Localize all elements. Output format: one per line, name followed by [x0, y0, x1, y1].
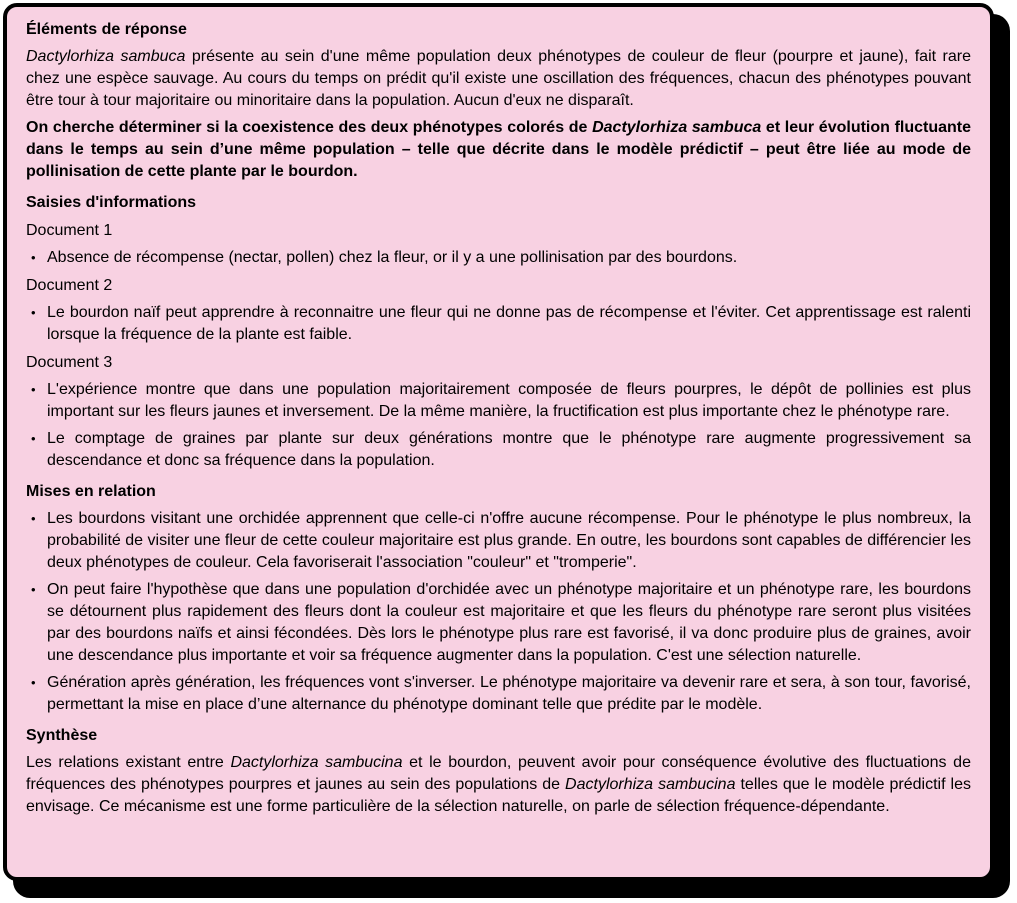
text-run: Dactylorhiza sambucina — [565, 776, 736, 793]
section-heading — [26, 192, 971, 214]
section-heading — [26, 481, 971, 503]
bullet-text — [47, 672, 971, 716]
section-heading — [26, 19, 971, 41]
text-run: Génération après génération, les fréquences vont s'inverser. Le phénotype majoritaire va devenir rare et sera, à son tour, favorisé, permettant la mise en place d’une alternance du phénotype dominant telle que prédite par le modèle. — [47, 674, 971, 713]
paragraph — [26, 117, 971, 183]
bullet-icon: • — [31, 582, 36, 597]
text-run: On cherche déterminer si la coexistence des deux phénotypes colorés de — [26, 119, 593, 136]
text-run: présente au sein d'une même population deux phénotypes de couleur de fleur (pourpre et jaune), fait rare chez une espèce sauvage. Au cours du temps on prédit qu'il existe une oscillation des fréquences, chacun des phénotypes pouvant être tour à tour majoritaire ou minoritaire dans la population. Aucun d'eux ne disparaît. — [26, 48, 972, 109]
text-run: et le bourdon, peuvent avoir pour conséquence évolutive des fluctuations de fréquences des phénotypes pourpres et jaunes au sein des populations de — [26, 754, 971, 793]
text-run: Saisies d'informations — [26, 194, 197, 211]
bullet-item — [26, 508, 971, 574]
bullet-icon: • — [31, 511, 36, 526]
document-label — [26, 275, 971, 297]
paragraph — [26, 752, 971, 818]
text-run: Document 1 — [26, 222, 113, 239]
text-run: Éléments de réponse — [26, 21, 187, 38]
bullet-item — [26, 428, 971, 472]
bullet-icon: • — [31, 250, 36, 265]
text-run: On peut faire l'hypothèse que dans une population d'orchidée avec un phénotype majoritaire et un phénotype rare, les bourdons se détournent plus rapidement des fleurs dont la couleur est majoritaire et que les fleurs du phénotype rare seront plus visitées par des bourdons naïfs et ainsi fécondées. Dès lors le phénotype plus rare est favorisé, il va donc produire plus de graines, avoir une descendance plus importante et voir sa fréquence augmenter dans la population. C'est une sélection naturelle. — [47, 581, 971, 664]
text-run: Synthèse — [26, 727, 98, 744]
bullet-text — [47, 508, 971, 574]
document-label — [26, 220, 971, 242]
bullet-item — [26, 379, 971, 423]
text-run: L'expérience montre que dans une population majoritairement composée de fleurs pourpres, le dépôt de pollinies est plus important sur les fleurs jaunes et inversement. De la même manière, la fructification est plus importante chez le phénotype rare. — [47, 381, 971, 420]
text-run: Document 2 — [26, 277, 113, 294]
bullet-icon: • — [31, 675, 36, 690]
text-run: Les bourdons visitant une orchidée apprennent que celle-ci n'offre aucune récompense. Pour le phénotype le plus nombreux, la probabilité de visiter une fleur de cette couleur majoritaire est plus grande. En outre, les bourdons sont capables de différencier les deux phénotypes de couleur. Cela favoriserait l'association "couleur" et "tromperie". — [47, 510, 971, 571]
text-run: Le comptage de graines par plante sur deux générations montre que le phénotype rare augmente progressivement sa descendance et donc sa fréquence dans la population. — [47, 430, 971, 469]
bullet-item — [26, 247, 971, 269]
text-run: et leur évolution fluctuante dans le temps au sein d’une même population – telle que décrite dans le modèle prédictif – peut être liée au mode de pollinisation de cette plante par le bourdon. — [26, 119, 972, 180]
text-run: Le bourdon naïf peut apprendre à reconnaitre une fleur qui ne donne pas de récompense et l'éviter. Cet apprentissage est ralenti lorsque la fréquence de la plante est faible. — [47, 304, 971, 343]
bullet-text — [47, 579, 971, 667]
bullet-text — [47, 379, 971, 423]
text-run: Dactylorhiza sambuca — [592, 119, 762, 136]
paragraph — [26, 46, 971, 112]
bullet-icon: • — [31, 305, 36, 320]
bullet-item — [26, 672, 971, 716]
bullet-icon: • — [31, 382, 36, 397]
bullet-item — [26, 302, 971, 346]
text-run: Dactylorhiza sambuca — [26, 48, 186, 65]
text-run: Absence de récompense (nectar, pollen) chez la fleur, or il y a une pollinisation par des bourdons. — [47, 249, 738, 266]
text-run: Dactylorhiza sambucina — [230, 754, 403, 771]
text-run: Mises en relation — [26, 483, 156, 500]
bullet-text — [47, 428, 971, 472]
bullet-item — [26, 579, 971, 667]
bullet-text — [47, 247, 971, 269]
answer-sheet — [3, 3, 994, 881]
section-heading — [26, 725, 971, 747]
bullet-text — [47, 302, 971, 346]
text-run: Document 3 — [26, 354, 113, 371]
text-run: telles que le modèle prédictif les envisage. Ce mécanisme est une forme particulière de la sélection naturelle, on parle de sélection fréquence-dépendante. — [26, 776, 971, 815]
document-label — [26, 352, 971, 374]
text-run: Les relations existant entre — [26, 754, 231, 771]
bullet-icon: • — [31, 431, 36, 446]
document-content — [26, 19, 971, 818]
